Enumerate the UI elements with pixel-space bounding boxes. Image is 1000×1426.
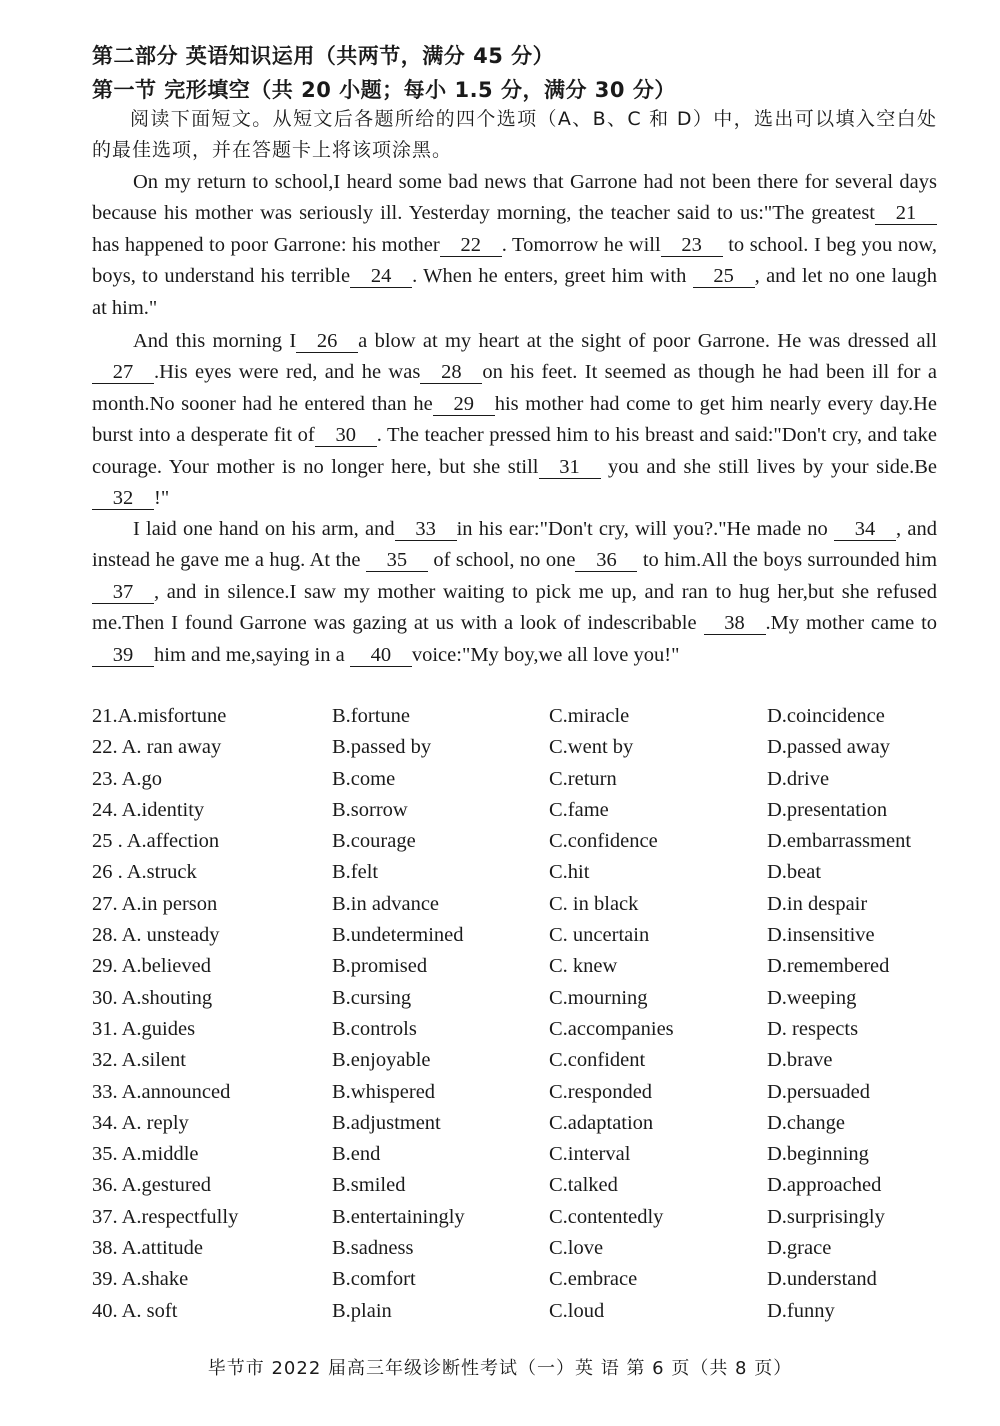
option-35-c: C.interval — [549, 1143, 631, 1166]
option-row-30 — [92, 987, 952, 1018]
passage-paragraph-1 — [92, 167, 937, 324]
passage-text: And this morning I — [133, 330, 297, 352]
option-34-b: B.adjustment — [332, 1111, 441, 1134]
option-30-b: B.cursing — [332, 986, 412, 1009]
option-row-23 — [92, 768, 952, 799]
option-23-d: D.drive — [767, 767, 830, 790]
option-27-d: D.in despair — [767, 892, 868, 915]
option-21-a: 21.A.misfortune — [92, 705, 227, 727]
option-27-a: 27. A.in person — [92, 892, 218, 915]
blank-40: 40 — [350, 644, 412, 667]
blank-31: 31 — [539, 456, 601, 479]
blank-34: 34 — [834, 518, 896, 541]
option-22-b: B.passed by — [332, 736, 432, 759]
option-25-d: D.embarrassment — [767, 830, 912, 853]
option-24-c: C.fame — [549, 798, 609, 821]
blank-30: 30 — [315, 424, 377, 447]
option-38-d: D.grace — [767, 1237, 832, 1260]
passage-text: . When he enters, greet him with — [412, 265, 687, 288]
option-row-34 — [92, 1112, 952, 1143]
option-32-b: B.enjoyable — [332, 1049, 431, 1072]
option-22-a: 22. A. ran away — [92, 736, 222, 759]
option-35-a: 35. A.middle — [92, 1143, 199, 1166]
passage-text: in his ear:"Don't cry, will you?."He made no — [456, 518, 828, 540]
option-28-d: D.insensitive — [767, 924, 875, 947]
option-21-d: D.coincidence — [767, 705, 885, 727]
passage-text: you and she still lives by your side.Be — [608, 455, 937, 478]
passage-paragraph-3 — [92, 514, 937, 671]
option-row-33 — [92, 1081, 952, 1112]
option-31-b: B.controls — [332, 1017, 417, 1040]
option-27-c: C. in black — [549, 892, 639, 915]
blank-33: 33 — [395, 518, 457, 541]
option-25-b: B.courage — [332, 830, 416, 853]
instructions: 阅读下面短文。从短文后各题所给的四个选项（A、B、C 和 D）中，选出可以填入空白处的最佳选项，并在答题卡上将该项涂黑。 — [92, 108, 937, 162]
option-39-c: C.embrace — [549, 1268, 638, 1291]
blank-21: 21 — [875, 202, 937, 225]
option-21-b: B.fortune — [332, 705, 410, 727]
option-39-a: 39. A.shake — [92, 1268, 189, 1291]
passage-text: a blow at my heart at the sight of poor Garrone. He was dressed all — [358, 330, 937, 352]
passage-text: his mother had come to get him nearly every day.He burst into a desperate fit of — [92, 392, 937, 447]
option-38-b: B.sadness — [332, 1237, 414, 1260]
passage-text: !" — [154, 487, 170, 510]
option-32-d: D.brave — [767, 1049, 833, 1072]
option-35-d: D.beginning — [767, 1143, 869, 1166]
blank-24: 24 — [350, 265, 412, 288]
option-39-d: D.understand — [767, 1268, 877, 1291]
option-26-b: B.felt — [332, 861, 379, 884]
passage-text: to him.All the boys surrounded him — [642, 549, 938, 572]
option-35-b: B.end — [332, 1143, 381, 1166]
blank-36: 36 — [575, 549, 637, 572]
option-row-35 — [92, 1143, 952, 1174]
passage-paragraph-2 — [92, 326, 937, 514]
passage-text: , and let no one laugh at him." — [92, 265, 938, 319]
passage-text: . The teacher pressed him to his breast and said:"Don't cry, and take courage. Your mother is no longer here, but she still — [92, 424, 937, 478]
blank-32: 32 — [92, 487, 154, 510]
option-31-c: C.accompanies — [549, 1017, 674, 1040]
blank-28: 28 — [420, 361, 482, 384]
option-39-b: B.comfort — [332, 1268, 416, 1291]
option-row-37 — [92, 1206, 952, 1237]
option-36-d: D.approached — [767, 1174, 882, 1197]
option-40-c: C.loud — [549, 1299, 605, 1322]
option-40-d: D.funny — [767, 1299, 835, 1322]
option-33-a: 33. A.announced — [92, 1080, 231, 1103]
blank-29: 29 — [433, 393, 495, 416]
blank-38: 38 — [704, 612, 766, 635]
option-33-b: B.whispered — [332, 1080, 436, 1103]
option-33-c: C.responded — [549, 1080, 653, 1103]
option-40-b: B.plain — [332, 1299, 392, 1322]
option-22-c: C.went by — [549, 736, 634, 759]
blank-39: 39 — [92, 644, 154, 667]
blank-26: 26 — [296, 330, 358, 353]
option-24-a: 24. A.identity — [92, 798, 205, 821]
passage-text: .His eyes were red, and he was — [154, 361, 421, 384]
passage-text: on his feet. It seemed as though he had been ill for a month.No sooner had he entered than he — [92, 361, 937, 415]
passage-text: to school. I beg you now, boys, to understand his terrible — [92, 233, 937, 288]
option-24-d: D.presentation — [767, 798, 888, 821]
option-32-c: C.confident — [549, 1049, 646, 1072]
option-36-a: 36. A.gestured — [92, 1174, 211, 1197]
option-32-a: 32. A.silent — [92, 1049, 186, 1072]
option-27-b: B.in advance — [332, 892, 440, 915]
option-row-24 — [92, 799, 952, 830]
section-title: 第一节 完形填空（共 20 小题；每小 1.5 分，满分 30 分） — [92, 78, 676, 102]
option-31-a: 31. A.guides — [92, 1017, 196, 1040]
option-37-b: B.entertainingly — [332, 1205, 465, 1228]
option-26-d: D.beat — [767, 861, 822, 884]
option-29-b: B.promised — [332, 955, 428, 978]
option-34-c: C.adaptation — [549, 1111, 654, 1134]
blank-27: 27 — [92, 361, 154, 384]
option-37-c: C.contentedly — [549, 1205, 664, 1228]
passage-text: .My mother came to — [765, 612, 938, 635]
option-row-21 — [92, 705, 952, 736]
option-28-b: B.undetermined — [332, 924, 464, 947]
option-33-d: D.persuaded — [767, 1080, 871, 1103]
option-28-c: C. uncertain — [549, 924, 650, 947]
option-29-d: D.remembered — [767, 955, 890, 978]
option-row-28 — [92, 924, 952, 955]
option-row-25 — [92, 830, 952, 861]
passage-text: him and me,saying in a — [154, 643, 345, 666]
option-28-a: 28. A. unsteady — [92, 924, 220, 947]
passage-text: of school, no one — [433, 549, 576, 572]
passage-text: . Tomorrow he will — [501, 233, 661, 256]
option-37-d: D.surprisingly — [767, 1205, 885, 1228]
option-36-b: B.smiled — [332, 1174, 406, 1197]
blank-37: 37 — [92, 581, 154, 604]
option-row-38 — [92, 1237, 952, 1268]
option-31-d: D. respects — [767, 1017, 859, 1040]
option-29-a: 29. A.believed — [92, 955, 211, 978]
passage-text: I laid one hand on his arm, and — [133, 518, 395, 540]
option-40-a: 40. A. soft — [92, 1299, 178, 1322]
option-29-c: C. knew — [549, 955, 618, 978]
passage-text: voice:"My boy,we all love you!" — [411, 643, 680, 666]
passage-text: has happened to poor Garrone: his mother — [92, 233, 440, 256]
blank-23: 23 — [661, 234, 723, 257]
option-23-b: B.come — [332, 767, 396, 790]
option-38-a: 38. A.attitude — [92, 1237, 204, 1260]
passage-text: , and instead he gave me a hug. At the — [92, 518, 937, 572]
option-25-c: C.confidence — [549, 830, 658, 853]
blank-22: 22 — [440, 234, 502, 257]
option-row-40 — [92, 1300, 952, 1331]
passage-text: On my return to school,I heard some bad news that Garrone had not been there for several days because his mother was seriously ill. Yesterday morning, the teacher said to us:"The greatest — [92, 171, 937, 225]
option-23-c: C.return — [549, 767, 617, 790]
option-34-d: D.change — [767, 1111, 845, 1134]
option-row-22 — [92, 736, 952, 767]
option-26-a: 26 . A.struck — [92, 861, 197, 884]
option-34-a: 34. A. reply — [92, 1111, 189, 1134]
option-37-a: 37. A.respectfully — [92, 1205, 239, 1228]
answer-options — [92, 705, 952, 1331]
option-row-32 — [92, 1049, 952, 1080]
option-row-26 — [92, 861, 952, 892]
passage-text: , and in silence.I saw my mother waiting to pick me up, and ran to hug her,but she refused me.Then I found Garrone was gazing at us with a look of indescribable — [92, 580, 937, 635]
option-25-a: 25 . A.affection — [92, 830, 220, 853]
option-36-c: C.talked — [549, 1174, 618, 1197]
option-22-d: D.passed away — [767, 736, 890, 759]
blank-25: 25 — [693, 265, 755, 288]
option-30-a: 30. A.shouting — [92, 986, 213, 1009]
option-23-a: 23. A.go — [92, 767, 163, 790]
option-row-29 — [92, 955, 952, 986]
option-row-36 — [92, 1174, 952, 1205]
option-30-d: D.weeping — [767, 986, 857, 1009]
option-38-c: C.love — [549, 1237, 604, 1260]
option-24-b: B.sorrow — [332, 798, 408, 821]
page-footer: 毕节市 2022 届高三年级诊断性考试（一）英 语 第 6 页（共 8 页） — [207, 1358, 793, 1379]
option-row-39 — [92, 1268, 952, 1299]
option-21-c: C.miracle — [549, 705, 630, 727]
option-row-31 — [92, 1018, 952, 1049]
option-30-c: C.mourning — [549, 986, 648, 1009]
part-title: 第二部分 英语知识运用（共两节，满分 45 分） — [92, 44, 555, 68]
option-row-27 — [92, 893, 952, 924]
blank-35: 35 — [366, 549, 428, 572]
option-26-c: C.hit — [549, 861, 590, 884]
